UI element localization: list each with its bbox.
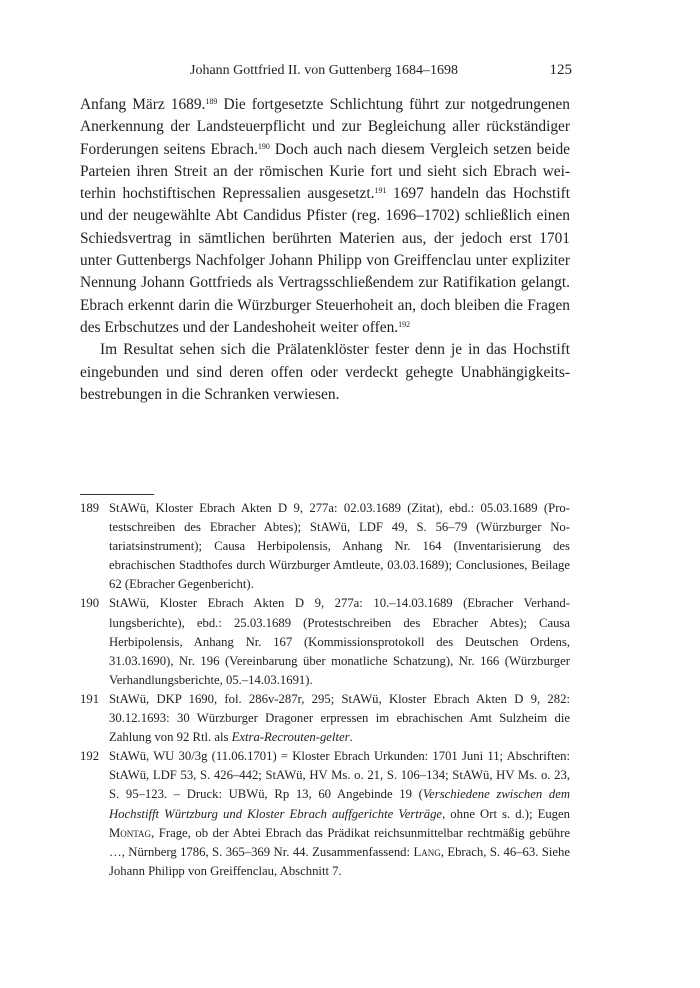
footnote-number: 192 [80,749,100,764]
footnote-divider [80,494,154,495]
text-span: . [349,730,353,745]
text-span: Doch auch nach diesem Vergleich setzen beide Parteien ihren Streit an der römischen Kurie fort und sieht sich Ebrach weiterhin hochstiftischen Repressalien ausgesetzt. [80,140,570,203]
footnote-text [109,690,570,747]
paragraph-1 [80,94,570,339]
text-span: StAWü, WU 30/3g (11.06.1701) = Kloster Ebrach Urkunden: 1701 Juni 11; Abschriften: StAWü, LDF 53, S. 426–442; StAWü, HV Ms. o. 21, S. 106–134; StAWü, HV Ms. o. 23, S. 95–123. – Druck: UBWü, Rp 13, 60 Angebinde 19 ( [109,749,570,802]
footnote-189 [80,499,570,594]
footnote-number: 191 [80,691,100,706]
footnote-192 [80,747,570,881]
footnote-ref-190[interactable]: 190 [257,141,270,151]
footnote-text: StAWü, Kloster Ebrach Akten D 9, 277a: 02.03.1689 (Zitat), ebd.: 05.03.1689 (Protestschreiben des Ebracher Abtes); StAWü, LDF 49, S. 56–79 (Würzburger Notariatsinstrument); Causa Herbipolensis, Anhang Nr. 164 (Inventarisierung des ebrachischen Stadthofes durch Würzburger Amtleute, 03.03.1689); Conclusiones, Beilage 62 (Ebracher Gegenbericht). [109,501,570,592]
footnote-number: 189 [80,501,100,515]
footnote-ref-192[interactable]: 192 [398,319,411,329]
text-span: , ohne Ort s. d.); Eugen [442,806,570,821]
footnote-ref-191[interactable]: 191 [374,186,387,196]
footnote-190 [80,594,570,689]
running-title: Johann Gottfried II. von Guttenberg 1684–1698 [190,63,459,78]
text-span: StAWü, DKP 1690, fol. 286v-287r, 295; StAWü, Kloster Ebrach Akten D 9, 282: 30.12.1693: 30 Würzburger Dragoner erpressen im ebrachischen Amt Sulzheim die Zahlung von 92 Rtl. als [109,691,570,745]
footnote-ref-189[interactable]: 189 [205,97,218,106]
footnote-191 [80,690,570,747]
italic-title: Verschiedene zwischen dem Hochstifft Würtzburg und Kloster Ebrach auffgerichte Verträge [109,787,570,821]
text-span: Die fortgesetzte Schlichtung führt zur notgedrungenen Anerkennung der Landsteuerpflicht und zur Begleichung aller rückständiger Forderungen seitens Ebrach. [80,96,570,158]
text-span: , Ebrach, S. 46–63. Siehe Johann Philipp von Greiffenclau, Abschnitt 7. [109,844,570,878]
footnote-text: StAWü, Kloster Ebrach Akten D 9, 277a: 10.–14.03.1689 (Ebracher Verhandlungsberichte), ebd.: 25.03.1689 (Protestschreiben des Ebracher Abtes); Causa Herbipolensis, Anhang Nr. 167 (Kommissionsprotokoll des Deutschen Ordens, 31.03.1690), Nr. 196 (Vereinbarung über monatliche Schatzung), Nr. 166 (Würzburger Verhandlungsberichte, 05.–14.03.1691). [109,596,570,687]
text-span: , Frage, ob der Abtei Ebrach das Prädikat reichsunmittelbar rechtmäßig gebühre …, Nürnberg 1786, S. 365–369 Nr. 44. Zusammenfassend: [109,825,570,859]
footnote-number: 190 [80,596,100,611]
text-span: Anfang März 1689. [80,96,206,113]
page-number: 125 [549,62,572,78]
main-text [80,94,570,406]
footnotes [80,499,570,881]
author-name: Lang [413,844,441,859]
italic-quote: Extra-Recrouten-gelter [231,730,350,745]
text-span: 1697 handeln das Hochstift und der neugewählte Abt Candidus Pfister (reg. 1696–1702) schließlich einen Schiedsvertrag in sämtlichen berührten Materien aus, der jedoch erst 1701 unter Guttenbergs Nachfolger Johann Philipp von Greiffenclau unter expliziter Nennung Johann Gottfrieds als Vertragsschließendem zur Ratifikation gelangt. Ebrach erkennt darin die Würzburger Steuerhoheit an, doch bleiben die Fragen des Erbschutzes und der Landeshoheit weiter offen. [80,185,571,336]
paragraph-2: Im Resultat sehen sich die Prälatenklöster fester denn je in das Hochstift eingebunden und sind deren offen oder verdeckt gehegte Unabhängigkeitsbestrebungen in die Schranken verwiesen. [80,341,570,403]
author-name: Montag [109,825,152,840]
footnote-text [109,747,570,881]
